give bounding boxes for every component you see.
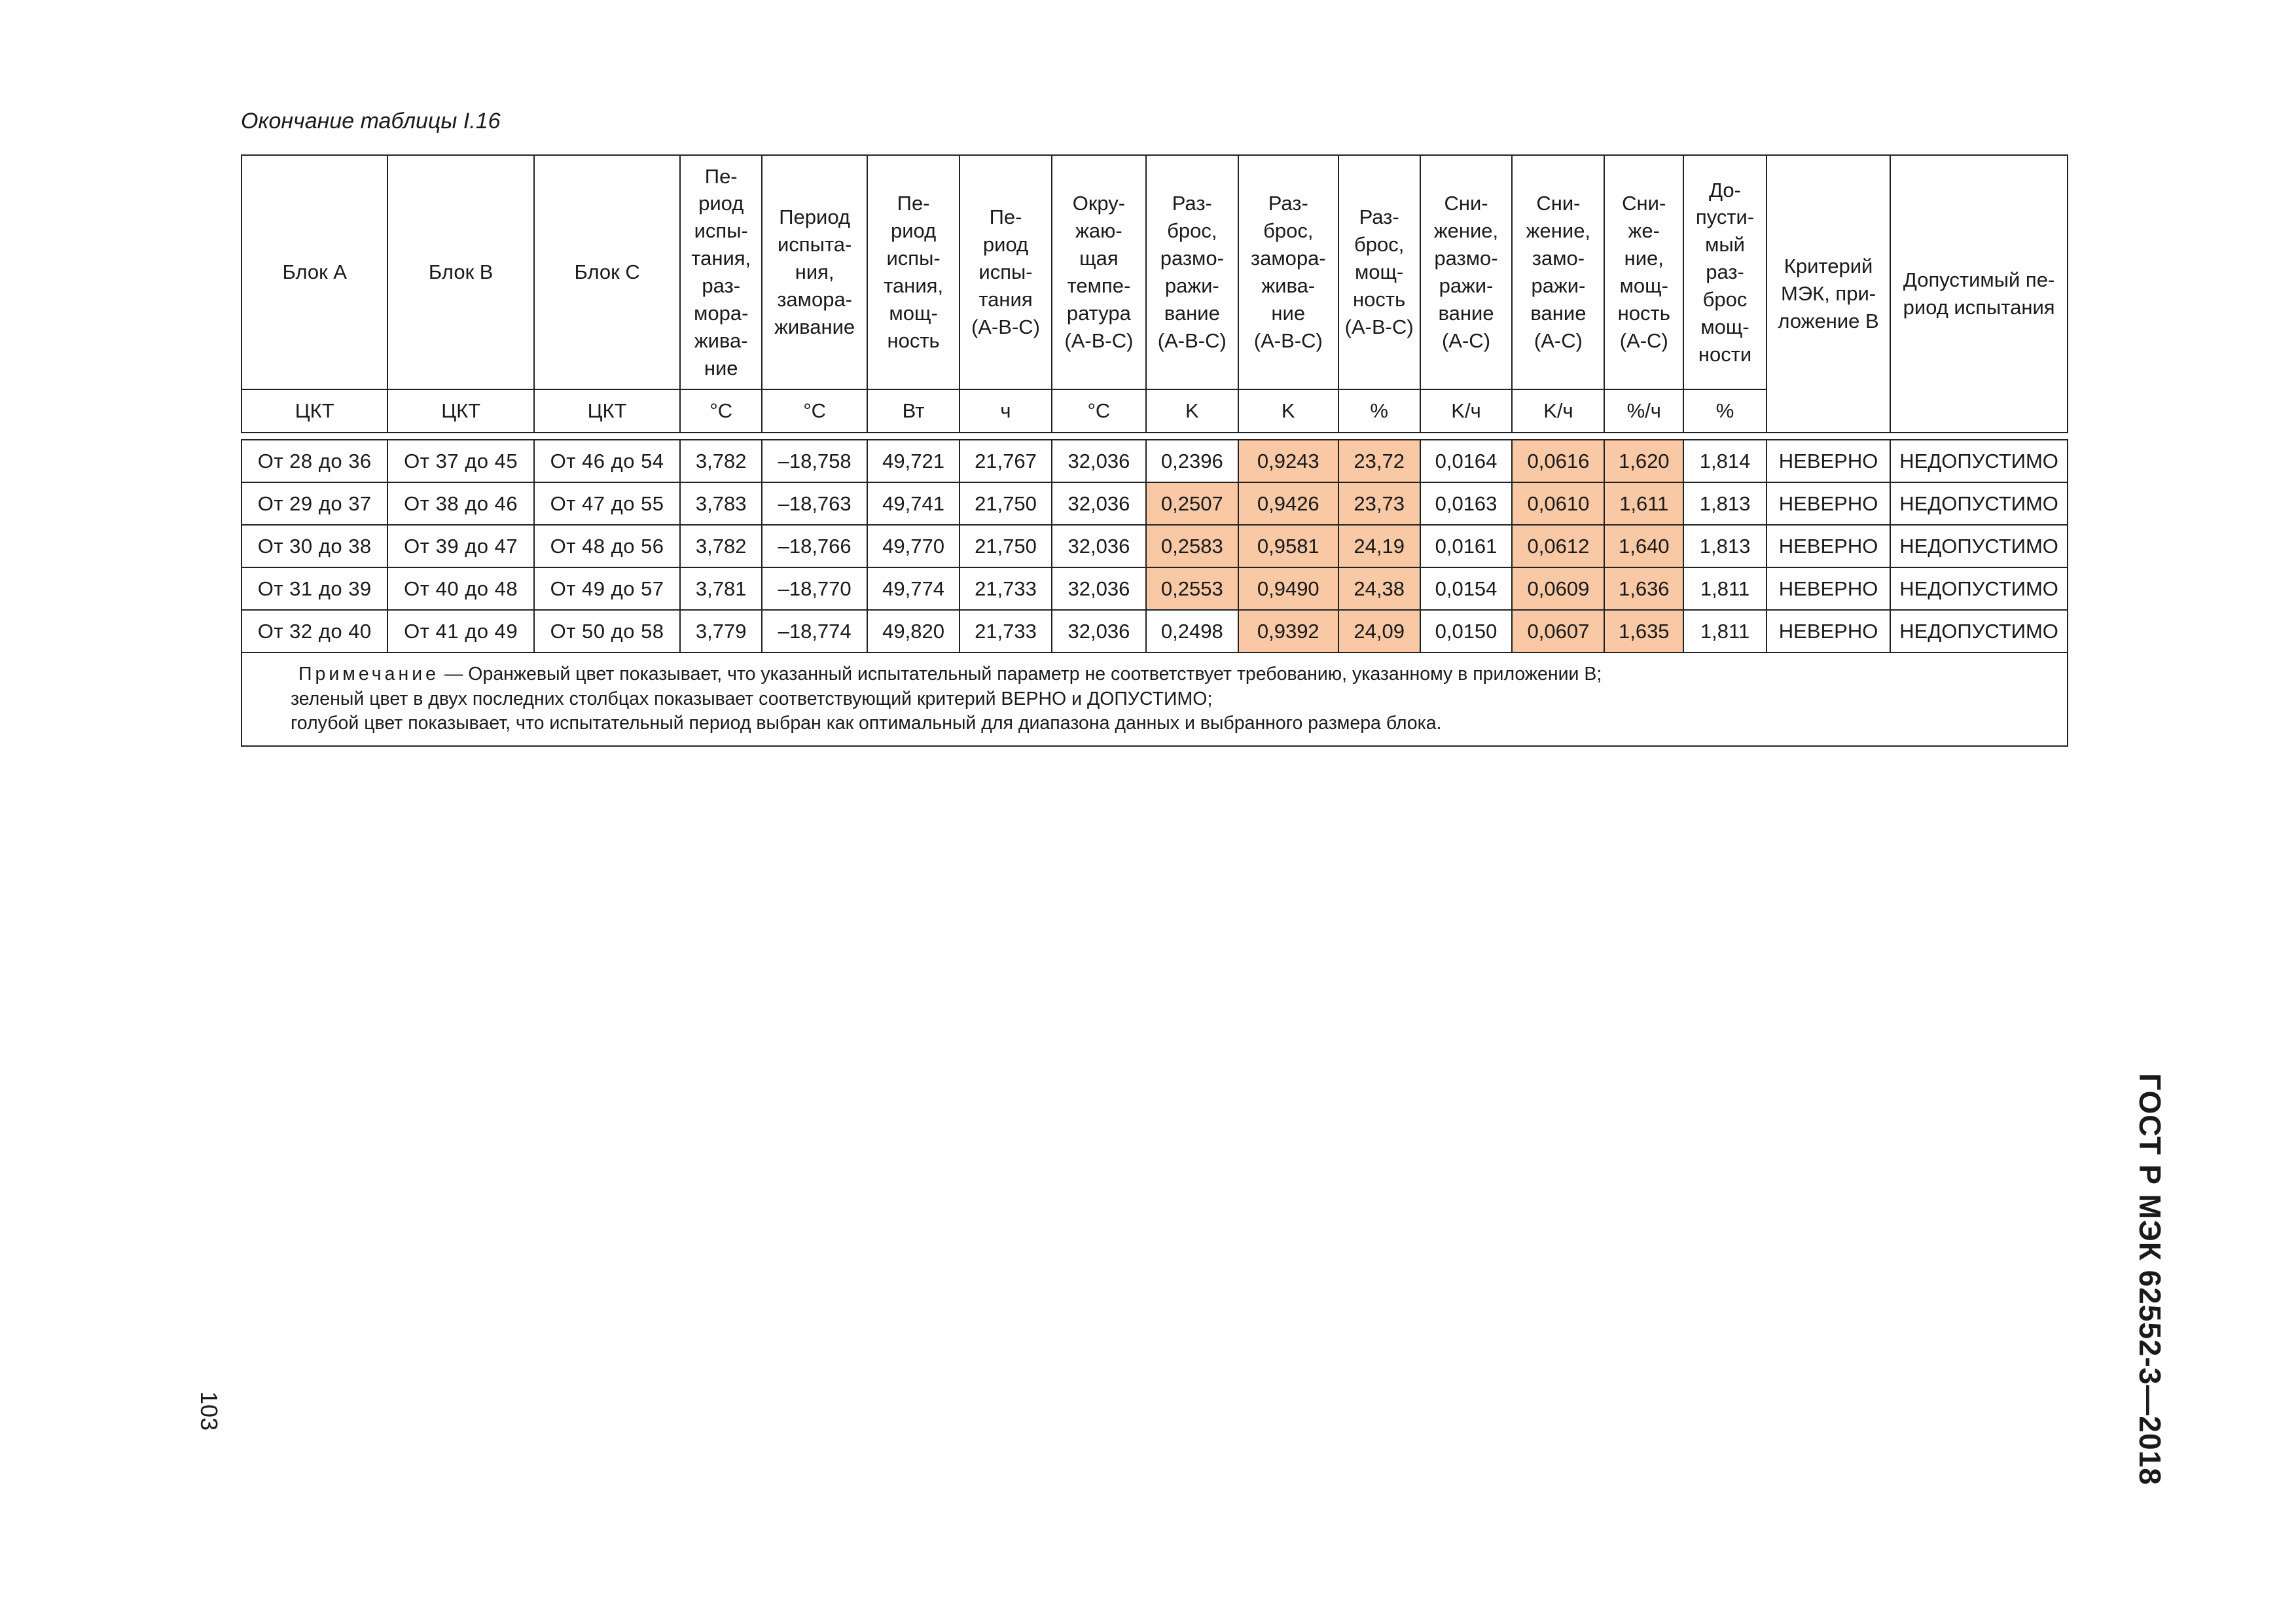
- unit-cell: K/ч: [1512, 389, 1604, 433]
- table-cell: 49,770: [867, 525, 960, 567]
- table-cell: 1,811: [1683, 567, 1767, 610]
- table-cell: 1,636: [1604, 567, 1683, 610]
- block-range-cell: От 40 до 48: [387, 567, 533, 610]
- block-range-cell: От 31 до 39: [242, 567, 387, 610]
- table-cell: 0,2553: [1146, 567, 1238, 610]
- table-cell: 21,733: [960, 567, 1052, 610]
- unit-cell: ЦКТ: [387, 389, 533, 433]
- table-cell: 1,813: [1683, 525, 1767, 567]
- table-cell: –18,758: [762, 440, 867, 482]
- table-cell: 0,0610: [1512, 482, 1604, 525]
- table-cell: 0,2507: [1146, 482, 1238, 525]
- table-cell: 23,73: [1338, 482, 1420, 525]
- table-cell: 3,782: [680, 440, 762, 482]
- header-allowed-period: Допустимый пе- риод испытания: [1890, 155, 2068, 433]
- table-cell: 49,721: [867, 440, 960, 482]
- table-cell: 0,9581: [1238, 525, 1338, 567]
- header-row: [242, 155, 2068, 389]
- header-separator: [242, 433, 2068, 440]
- table-cell: 21,750: [960, 525, 1052, 567]
- table-cell: 1,640: [1604, 525, 1683, 567]
- table-cell: НЕВЕРНО: [1767, 610, 1890, 652]
- table-cell: НЕВЕРНО: [1767, 482, 1890, 525]
- table-cell: 32,036: [1052, 567, 1146, 610]
- header-spread-freeze: Раз- брос, замора- жива- ние (А-В-С): [1238, 155, 1338, 389]
- table-cell: НЕВЕРНО: [1767, 525, 1890, 567]
- table-cell: –18,770: [762, 567, 867, 610]
- unit-cell: Вт: [867, 389, 960, 433]
- unit-cell: °C: [680, 389, 762, 433]
- table-cell: 49,741: [867, 482, 960, 525]
- table-caption: Окончание таблицы I.16: [241, 109, 501, 134]
- header-iec-criterion: Критерий МЭК, при- ложение B: [1767, 155, 1890, 433]
- note-prefix: Примечание: [298, 664, 439, 685]
- unit-cell: K/ч: [1420, 389, 1513, 433]
- table-cell: 0,0163: [1420, 482, 1513, 525]
- table-body: [242, 433, 2068, 652]
- table-cell: 0,0161: [1420, 525, 1513, 567]
- table-cell: 24,38: [1338, 567, 1420, 610]
- header-allowed-spread: До- пусти- мый раз- брос мощ- ности: [1683, 155, 1767, 389]
- table-cell: 32,036: [1052, 610, 1146, 652]
- table-cell: 0,0612: [1512, 525, 1604, 567]
- header-slope-defrost: Сни- жение, размо- ражи- вание (А-С): [1420, 155, 1513, 389]
- standard-designation: ГОСТ Р МЭК 62552-3—2018: [2133, 1073, 2167, 1486]
- header-power-period: Пе- риод испы- тания, мощ- ность: [867, 155, 960, 389]
- table-cell: 0,9392: [1238, 610, 1338, 652]
- header-spread-defrost: Раз- брос, размо- ражи- вание (А-В-С): [1146, 155, 1238, 389]
- table-cell: 49,820: [867, 610, 960, 652]
- page-number: 103: [196, 1391, 223, 1431]
- table-cell: –18,766: [762, 525, 867, 567]
- table-cell: 0,0616: [1512, 440, 1604, 482]
- table-cell: 21,767: [960, 440, 1052, 482]
- table-cell: 3,779: [680, 610, 762, 652]
- header-ambient-temp: Окру- жаю- щая темпе- ратура (А-В-С): [1052, 155, 1146, 389]
- header-block-b: Блок B: [387, 155, 533, 389]
- unit-cell: K: [1146, 389, 1238, 433]
- table-row: [242, 567, 2068, 610]
- table-cell: 1,811: [1683, 610, 1767, 652]
- table-cell: 21,733: [960, 610, 1052, 652]
- table-cell: НЕДОПУСТИМО: [1890, 567, 2068, 610]
- table-cell: 1,620: [1604, 440, 1683, 482]
- header-spread-power: Раз- брос, мощ- ность (А-В-С): [1338, 155, 1420, 389]
- table-cell: НЕДОПУСТИМО: [1890, 525, 2068, 567]
- table-row: [242, 525, 2068, 567]
- unit-cell: °C: [762, 389, 867, 433]
- block-range-cell: От 37 до 45: [387, 440, 533, 482]
- table-cell: НЕВЕРНО: [1767, 567, 1890, 610]
- table-row: [242, 610, 2068, 652]
- table-cell: 0,9426: [1238, 482, 1338, 525]
- header-block-c: Блок C: [534, 155, 680, 389]
- unit-cell: ЦКТ: [242, 389, 387, 433]
- table-cell: 24,09: [1338, 610, 1420, 652]
- block-range-cell: От 49 до 57: [534, 567, 680, 610]
- table-cell: 49,774: [867, 567, 960, 610]
- table-cell: 0,0607: [1512, 610, 1604, 652]
- table-cell: 3,783: [680, 482, 762, 525]
- header-slope-freeze: Сни- жение, замо- ражи- вание (А-С): [1512, 155, 1604, 389]
- block-range-cell: От 28 до 36: [242, 440, 387, 482]
- table-cell: 1,635: [1604, 610, 1683, 652]
- unit-cell: °C: [1052, 389, 1146, 433]
- header-freeze-period: Период испыта- ния, замора- живание: [762, 155, 867, 389]
- unit-cell: K: [1238, 389, 1338, 433]
- data-table: [241, 154, 2068, 747]
- table-cell: 0,9243: [1238, 440, 1338, 482]
- unit-cell: ч: [960, 389, 1052, 433]
- table-cell: НЕДОПУСТИМО: [1890, 610, 2068, 652]
- block-range-cell: От 46 до 54: [534, 440, 680, 482]
- table-cell: НЕВЕРНО: [1767, 440, 1890, 482]
- table-cell: НЕДОПУСТИМО: [1890, 440, 2068, 482]
- table-cell: 1,611: [1604, 482, 1683, 525]
- block-range-cell: От 48 до 56: [534, 525, 680, 567]
- table-row: [242, 440, 2068, 482]
- table-cell: 0,0150: [1420, 610, 1513, 652]
- table-cell: 0,2583: [1146, 525, 1238, 567]
- table-cell: 0,0154: [1420, 567, 1513, 610]
- table-cell: 0,2498: [1146, 610, 1238, 652]
- table-cell: 32,036: [1052, 482, 1146, 525]
- block-range-cell: От 41 до 49: [387, 610, 533, 652]
- table-cell: 21,750: [960, 482, 1052, 525]
- table-cell: 1,814: [1683, 440, 1767, 482]
- table-cell: 23,72: [1338, 440, 1420, 482]
- note-row: [242, 652, 2068, 746]
- header-test-period: Пе- риод испы- тания (А-В-С): [960, 155, 1052, 389]
- table-cell: 0,0164: [1420, 440, 1513, 482]
- table-cell: 24,19: [1338, 525, 1420, 567]
- note-line-1: [291, 662, 2018, 687]
- table-cell: 3,782: [680, 525, 762, 567]
- table-row: [242, 482, 2068, 525]
- table-cell: –18,774: [762, 610, 867, 652]
- block-range-cell: От 47 до 55: [534, 482, 680, 525]
- table-cell: 0,2396: [1146, 440, 1238, 482]
- block-range-cell: От 29 до 37: [242, 482, 387, 525]
- block-range-cell: От 30 до 38: [242, 525, 387, 567]
- unit-cell: %: [1683, 389, 1767, 433]
- block-range-cell: От 32 до 40: [242, 610, 387, 652]
- table-cell: –18,763: [762, 482, 867, 525]
- header-slope-power: Сни- же- ние, мощ- ность (А-С): [1604, 155, 1683, 389]
- table-cell: 0,9490: [1238, 567, 1338, 610]
- header-block-a: Блок A: [242, 155, 387, 389]
- block-range-cell: От 38 до 46: [387, 482, 533, 525]
- table-cell: 1,813: [1683, 482, 1767, 525]
- note-text-1: — Оранжевый цвет показывает, что указанный испытательный параметр не соответствует требованию, указанному в приложении B;: [439, 664, 1602, 685]
- table-cell: НЕДОПУСТИМО: [1890, 482, 2068, 525]
- separator-cell: [242, 433, 2068, 440]
- table-cell: 0,0609: [1512, 567, 1604, 610]
- table-cell: 32,036: [1052, 525, 1146, 567]
- unit-cell: %/ч: [1604, 389, 1683, 433]
- note-line-2: зеленый цвет в двух последних столбцах показывает соответствующий критерий ВЕРНО и ДОПУСТИМО;: [291, 688, 1213, 709]
- block-range-cell: От 39 до 47: [387, 525, 533, 567]
- block-range-cell: От 50 до 58: [534, 610, 680, 652]
- table-cell: 3,781: [680, 567, 762, 610]
- table-cell: 32,036: [1052, 440, 1146, 482]
- header-defrost-period: Пе- риод испы- тания, раз- мора- жива- ние: [680, 155, 762, 389]
- note-line-3: голубой цвет показывает, что испытательный период выбран как оптимальный для диапазона данных и выбранного размера блока.: [291, 713, 1442, 734]
- table-note: [242, 652, 2068, 746]
- unit-cell: %: [1338, 389, 1420, 433]
- unit-cell: ЦКТ: [534, 389, 680, 433]
